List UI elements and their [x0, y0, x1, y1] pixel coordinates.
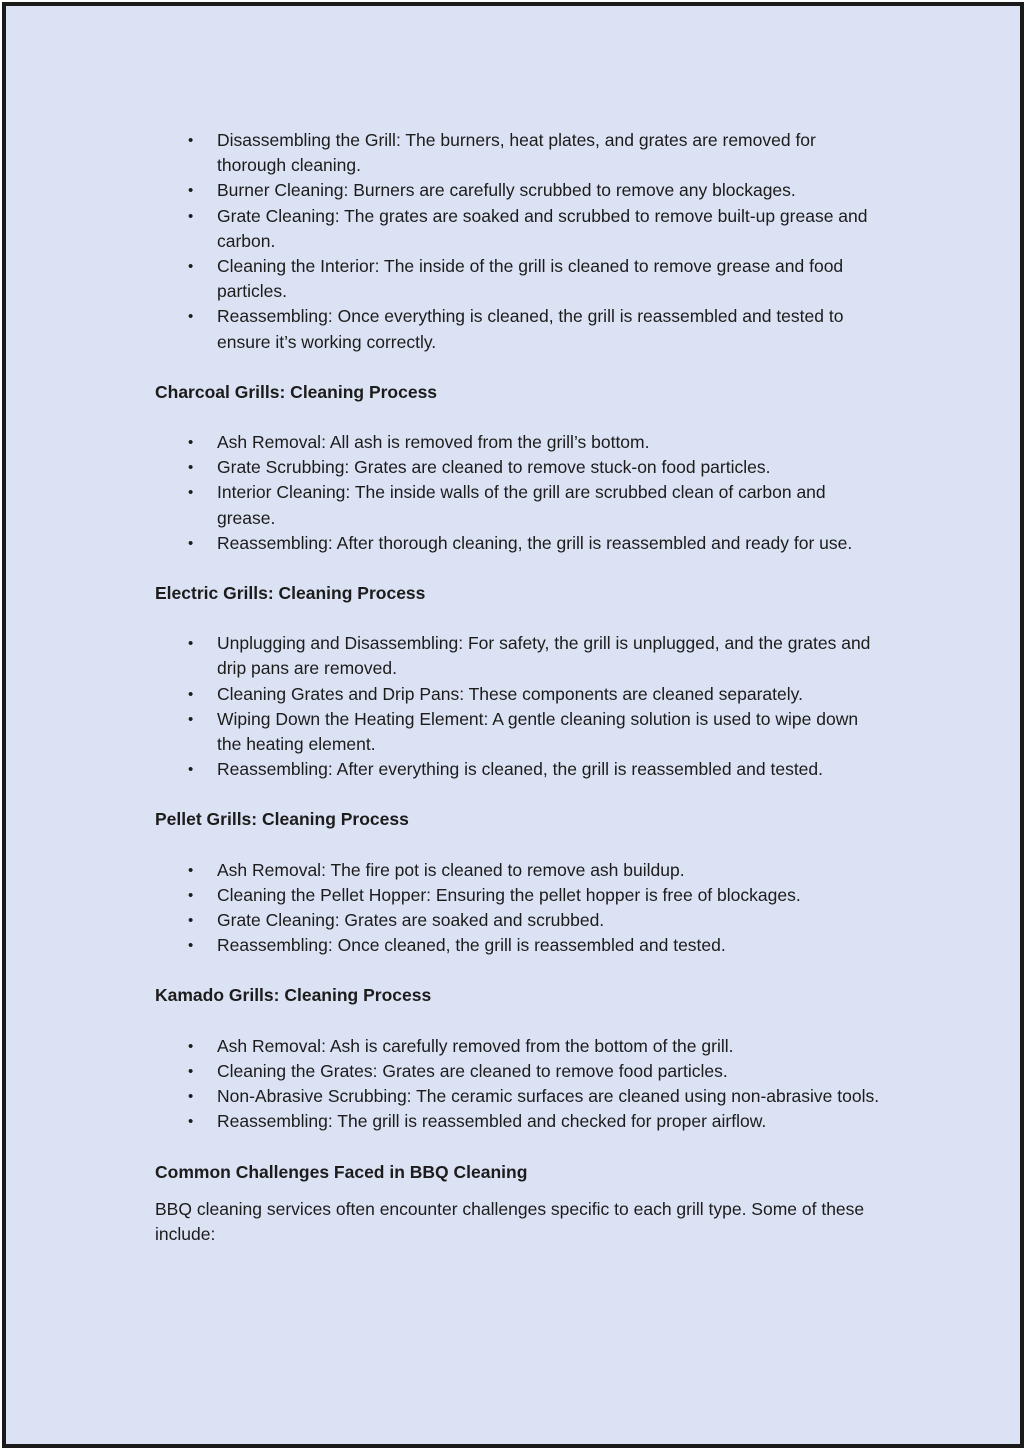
bullet-icon: •: [188, 1062, 194, 1080]
pellet-section: [155, 807, 885, 958]
list-item: [155, 1059, 885, 1084]
bullet-icon: •: [188, 459, 194, 477]
list-item: [155, 933, 885, 958]
list-item-text: Reassembling: Once everything is cleaned, the grill is reassembled and tested to ensure it’s working correctly.: [217, 306, 844, 352]
list-item-text: Wiping Down the Heating Element: A gentle cleaning solution is used to wipe down the heating element.: [217, 708, 859, 755]
section-heading: Pellet Grills: Cleaning Process: [155, 809, 409, 830]
list-item-text: Grate Cleaning: The grates are soaked and scrubbed to remove built-up grease and carbon.: [217, 205, 868, 251]
bullet-icon: •: [188, 861, 194, 879]
list-item: [155, 480, 885, 530]
bullet-icon: •: [188, 182, 194, 200]
bullet-icon: •: [188, 207, 194, 225]
list-item-text: Cleaning the Grates: Grates are cleaned to remove food particles.: [217, 1060, 728, 1081]
list-item-text: Interior Cleaning: The inside walls of the grill are scrubbed clean of carbon and grease.: [217, 482, 826, 528]
bullet-icon: •: [188, 685, 194, 703]
list-item-text: Ash Removal: All ash is removed from the grill’s bottom.: [217, 432, 650, 453]
list-item-text: Reassembling: The grill is reassembled and checked for proper airflow.: [217, 1111, 767, 1132]
charcoal-section: [155, 380, 885, 556]
list-item: [155, 858, 885, 883]
challenges-heading: Common Challenges Faced in BBQ Cleaning: [155, 1161, 528, 1182]
bullet-icon: •: [188, 761, 194, 779]
list-item-text: Disassembling the Grill: The burners, heat plates, and grates are removed for thorough cleaning.: [217, 130, 816, 176]
list-item-text: Cleaning the Pellet Hopper: Ensuring the pellet hopper is free of blockages.: [217, 884, 801, 905]
list-item: [155, 430, 885, 455]
list-item-text: Burner Cleaning: Burners are carefully scrubbed to remove any blockages.: [217, 180, 796, 201]
document-content: [155, 128, 885, 1247]
list-item: [155, 254, 885, 304]
list-item-text: Ash Removal: Ash is carefully removed from the bottom of the grill.: [217, 1035, 734, 1056]
bullet-icon: •: [188, 132, 194, 149]
list-item-text: Cleaning the Interior: The inside of the grill is cleaned to remove grease and food particles.: [217, 256, 844, 302]
section-heading: Charcoal Grills: Cleaning Process: [155, 381, 438, 402]
list-item-text: Non-Abrasive Scrubbing: The ceramic surfaces are cleaned using non-abrasive tools.: [217, 1086, 880, 1107]
list-item: [155, 1084, 885, 1109]
bullet-icon: •: [188, 434, 194, 452]
list-item: [155, 908, 885, 933]
challenges-paragraph: BBQ cleaning services often encounter challenges specific to each grill type. Some of these include:: [155, 1198, 865, 1244]
bullet-icon: •: [188, 912, 194, 930]
list-item-text: Grate Scrubbing: Grates are cleaned to remove stuck-on food particles.: [217, 457, 771, 478]
list-item: [155, 883, 885, 908]
list-item: [155, 1034, 885, 1059]
bullet-icon: •: [188, 1088, 194, 1106]
gas-grill-steps-list: [155, 128, 885, 355]
section-heading: Kamado Grills: Cleaning Process: [155, 985, 432, 1006]
list-item-text: Reassembling: After everything is cleaned, the grill is reassembled and tested.: [217, 759, 824, 780]
charcoal-steps-list: [155, 430, 885, 556]
kamado-steps-list: [155, 1034, 885, 1135]
electric-section: [155, 581, 885, 782]
bullet-icon: •: [188, 258, 194, 276]
electric-steps-list: [155, 631, 885, 782]
list-item-text: Cleaning Grates and Drip Pans: These components are cleaned separately.: [217, 683, 803, 704]
list-item-text: Reassembling: After thorough cleaning, the grill is reassembled and ready for use.: [217, 532, 853, 553]
section-heading: Electric Grills: Cleaning Process: [155, 583, 426, 604]
list-item: [155, 204, 885, 254]
bullet-icon: •: [188, 710, 194, 728]
list-item: [155, 682, 885, 707]
bullet-icon: •: [188, 534, 194, 552]
list-item-text: Ash Removal: The fire pot is cleaned to remove ash buildup.: [217, 859, 685, 880]
kamado-section: [155, 983, 885, 1134]
list-item: [155, 178, 885, 203]
bullet-icon: •: [188, 1113, 194, 1131]
list-item: [155, 455, 885, 480]
bullet-icon: •: [188, 308, 194, 326]
list-item: [155, 304, 885, 354]
list-item-text: Grate Cleaning: Grates are soaked and scrubbed.: [217, 910, 605, 931]
bullet-icon: •: [188, 635, 194, 653]
bullet-icon: •: [188, 937, 194, 955]
document-page: [2, 2, 1024, 1448]
list-item-text: Unplugging and Disassembling: For safety, the grill is unplugged, and the grates and drip pans are removed.: [217, 633, 871, 679]
list-item: [155, 631, 885, 681]
list-item: [155, 128, 885, 178]
list-item: [155, 1109, 885, 1134]
bullet-icon: •: [188, 886, 194, 904]
pellet-steps-list: [155, 858, 885, 959]
list-item: [155, 757, 885, 782]
list-item: [155, 531, 885, 556]
list-item-text: Reassembling: Once cleaned, the grill is reassembled and tested.: [217, 935, 726, 956]
bullet-icon: •: [188, 484, 194, 502]
bullet-icon: •: [188, 1037, 194, 1055]
list-item: [155, 707, 885, 757]
